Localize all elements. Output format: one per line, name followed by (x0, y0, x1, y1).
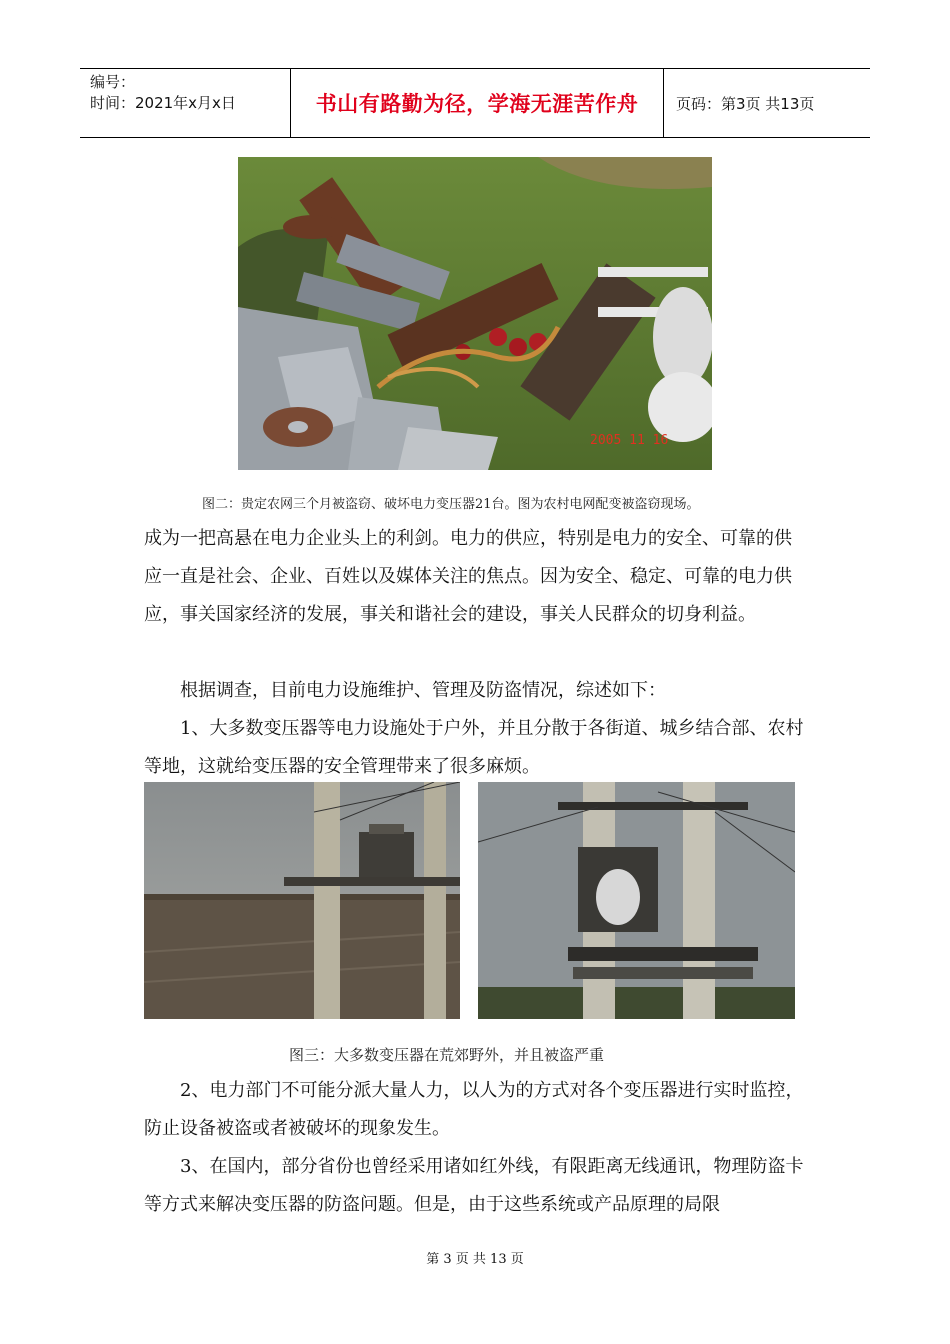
paragraph-5: 3、在国内，部分省份也曾经采用诸如红外线，有限距离无线通讯，物理防盗卡等方式来解决变压器的防盗问题。但是，由于这些系统或产品原理的局限 (144, 1156, 804, 1215)
motto: 书山有路勤为径，学海无涯苦作舟 (291, 69, 664, 137)
date-stamp: 2005 11 16 (590, 433, 669, 448)
number-label: 编号： (90, 73, 136, 91)
time-label: 时间：2021年x月x日 (90, 94, 236, 112)
page-header (80, 68, 870, 138)
header-meta (80, 69, 291, 137)
page-code: 页码：第3页 共13页 (676, 94, 815, 113)
paragraph-3: 1、大多数变压器等电力设施处于户外，并且分散于各街道、城乡结合部、农村等地，这就给变压器的安全管理带来了很多麻烦。 (144, 718, 804, 777)
transformer-field-photo-right (478, 782, 795, 1019)
figure-2-caption: 图二：贵定农网三个月被盗窃、破坏电力变压器21台。图为农村电网配变被盗窃现场。 (202, 497, 700, 512)
damaged-transformer-photo (238, 157, 712, 470)
transformer-field-photo-left (144, 782, 460, 1019)
paragraph-1: 成为一把高悬在电力企业头上的利剑。电力的供应，特别是电力的安全、可靠的供应一直是社会、企业、百姓以及媒体关注的焦点。因为安全、稳定、可靠的电力供应，事关国家经济的发展，事关和谐社会的建设，事关人民群众的切身利益。 (144, 528, 792, 625)
figure-3-caption: 图三：大多数变压器在荒郊野外，并且被盗严重 (289, 1046, 605, 1064)
page-footer: 第 3 页 共 13 页 (426, 1252, 524, 1267)
paragraph-2: 根据调查，目前电力设施维护、管理及防盗情况，综述如下： (180, 680, 666, 701)
paragraph-4: 2、电力部门不可能分派大量人力，以人为的方式对各个变压器进行实时监控，防止设备被盗或者被破坏的现象发生。 (144, 1080, 804, 1139)
